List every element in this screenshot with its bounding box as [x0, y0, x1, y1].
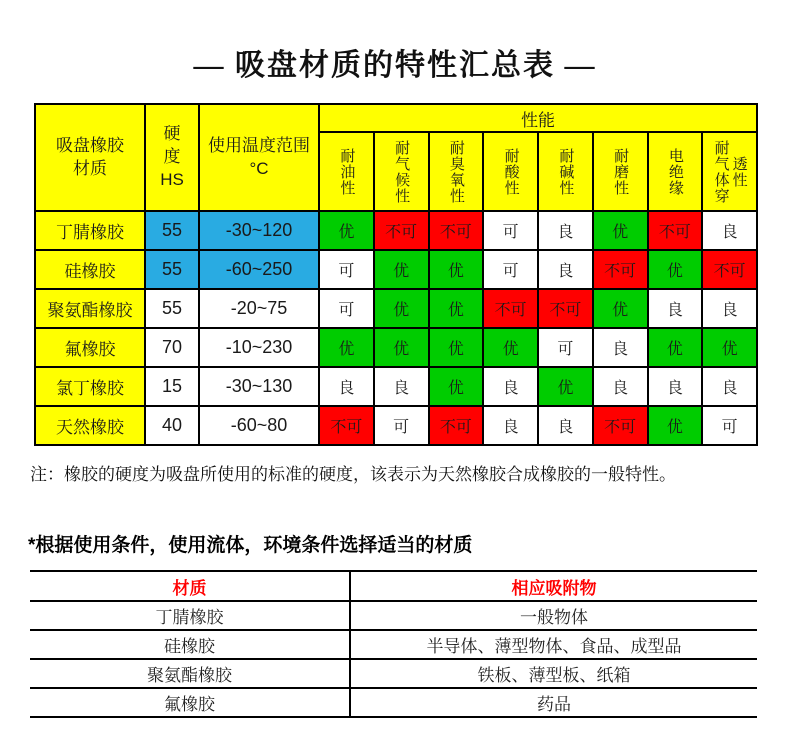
adsorbate-cell: 一般物体: [350, 601, 757, 630]
perf-cell: 良: [319, 367, 374, 406]
hardness-cell: 55: [145, 250, 199, 289]
hardness-cell: 55: [145, 211, 199, 250]
perf-cell: 可: [538, 328, 593, 367]
perf-col-header-oil: [319, 132, 374, 211]
perf-cell: 优: [374, 328, 429, 367]
performance-band-header: 性能: [319, 104, 757, 132]
table-row: [30, 659, 757, 688]
perf-cell: 优: [483, 328, 538, 367]
perf-col-header-ozone-text: 耐臭氧性: [447, 139, 465, 204]
table-row: [30, 630, 757, 659]
material-cell: 天然橡胶: [35, 406, 145, 445]
perf-cell: 优: [319, 328, 374, 367]
corner-header: [35, 104, 145, 211]
perf-cell: 不可: [429, 211, 484, 250]
perf-col-header-alkali: [538, 132, 593, 211]
temp-cell: -60~80: [199, 406, 319, 445]
perf-col-header-insulation: [648, 132, 703, 211]
perf-cell: 优: [648, 328, 703, 367]
perf-col-header-alkali-text: 耐碱性: [557, 147, 575, 196]
hardness-cell: 40: [145, 406, 199, 445]
perf-cell: 优: [593, 289, 648, 328]
adsorbate-col-header: 相应吸附物: [350, 571, 757, 601]
perf-cell: 良: [702, 367, 757, 406]
perf-cell: 良: [648, 289, 703, 328]
perf-cell: 优: [538, 367, 593, 406]
perf-cell: 优: [648, 406, 703, 445]
adsorbate-cell: 半导体、薄型物体、食品、成型品: [350, 630, 757, 659]
perf-col-header-ozone: [429, 132, 484, 211]
perf-cell: 优: [374, 250, 429, 289]
perf-cell: 可: [483, 211, 538, 250]
perf-cell: 优: [702, 328, 757, 367]
temperature-header-line1: 使用温度范围: [208, 135, 310, 155]
perf-col-header-insulation-text: 电绝缘: [666, 147, 684, 196]
perf-cell: 不可: [483, 289, 538, 328]
perf-cell: 良: [702, 289, 757, 328]
table-row: [30, 571, 757, 601]
material-cell: 硅橡胶: [30, 630, 350, 659]
material-cell: 丁腈橡胶: [30, 601, 350, 630]
perf-cell: 不可: [593, 250, 648, 289]
perf-cell: 优: [429, 289, 484, 328]
perf-cell: 良: [593, 328, 648, 367]
temperature-header-line2: °C: [249, 158, 269, 178]
perf-cell: 良: [648, 367, 703, 406]
perf-cell: 不可: [593, 406, 648, 445]
table-row: [35, 367, 757, 406]
perf-cell: 不可: [374, 211, 429, 250]
table-row: [35, 328, 757, 367]
hardness-cell: 70: [145, 328, 199, 367]
characteristics-table-wrap: [34, 103, 758, 446]
perf-cell: 可: [483, 250, 538, 289]
perf-cell: 良: [483, 367, 538, 406]
table-row: [35, 250, 757, 289]
perf-cell: 良: [702, 211, 757, 250]
perf-cell: 优: [374, 289, 429, 328]
material-adsorbate-table: [30, 570, 757, 718]
adsorbate-cell: 铁板、薄型板、纸箱: [350, 659, 757, 688]
material-col-header: 材质: [30, 571, 350, 601]
temp-cell: -10~230: [199, 328, 319, 367]
perf-cell: 不可: [538, 289, 593, 328]
material-adsorbate-table-wrap: [30, 570, 757, 718]
temp-cell: -30~120: [199, 211, 319, 250]
hardness-cell: 55: [145, 289, 199, 328]
perf-cell: 良: [538, 406, 593, 445]
table-row: [30, 688, 757, 717]
perf-col-header-acid-text: 耐酸性: [502, 147, 520, 196]
perf-cell: 不可: [648, 211, 703, 250]
perf-col-header-weather: [374, 132, 429, 211]
perf-cell: 优: [429, 328, 484, 367]
perf-cell: 优: [319, 211, 374, 250]
temp-cell: -20~75: [199, 289, 319, 328]
table-row: [35, 211, 757, 250]
material-cell: 聚氨酯橡胶: [30, 659, 350, 688]
corner-header-line2: 材质: [73, 158, 107, 178]
perf-cell: 可: [319, 250, 374, 289]
perf-cell: 不可: [702, 250, 757, 289]
perf-col-header-weather-text: 耐气候性: [393, 139, 411, 204]
hardness-header: [145, 104, 199, 211]
perf-col-header-gas: [702, 132, 757, 211]
hardness-header-line1: 硬: [163, 124, 181, 144]
characteristics-table: [34, 103, 758, 446]
temp-cell: -30~130: [199, 367, 319, 406]
perf-cell: 优: [648, 250, 703, 289]
perf-cell: 可: [702, 406, 757, 445]
hardness-note: 注：橡胶的硬度为吸盘所使用的标准的硬度，该表示为天然橡胶合成橡胶的一般特性。: [30, 465, 676, 484]
temperature-header: [199, 104, 319, 211]
page-title: — 吸盘材质的特性汇总表 —: [193, 49, 597, 82]
table-row: [35, 289, 757, 328]
perf-cell: 良: [593, 367, 648, 406]
perf-col-header-acid: [483, 132, 538, 211]
hardness-header-line2: 度: [163, 147, 181, 167]
perf-col-header-oil-text: 耐油性: [338, 147, 356, 196]
material-cell: 硅橡胶: [35, 250, 145, 289]
perf-cell: 不可: [429, 406, 484, 445]
perf-cell: 良: [538, 211, 593, 250]
material-cell: 氟橡胶: [30, 688, 350, 717]
perf-col-header-gas-text: 耐气体穿透性: [712, 139, 748, 204]
hardness-cell: 15: [145, 367, 199, 406]
perf-cell: 不可: [319, 406, 374, 445]
selection-subtitle: *根据使用条件，使用流体，环境条件选择适当的材质: [28, 535, 473, 556]
table-row: [35, 406, 757, 445]
perf-col-header-abrasion-text: 耐磨性: [612, 147, 630, 196]
perf-col-header-abrasion: [593, 132, 648, 211]
temp-cell: -60~250: [199, 250, 319, 289]
table-row: [30, 601, 757, 630]
perf-cell: 优: [429, 250, 484, 289]
perf-cell: 优: [429, 367, 484, 406]
perf-cell: 良: [483, 406, 538, 445]
perf-cell: 可: [319, 289, 374, 328]
perf-cell: 良: [374, 367, 429, 406]
material-cell: 氟橡胶: [35, 328, 145, 367]
perf-cell: 优: [593, 211, 648, 250]
perf-cell: 可: [374, 406, 429, 445]
material-cell: 聚氨酯橡胶: [35, 289, 145, 328]
material-cell: 丁腈橡胶: [35, 211, 145, 250]
perf-cell: 良: [538, 250, 593, 289]
adsorbate-cell: 药品: [350, 688, 757, 717]
hardness-header-line3: HS: [160, 169, 184, 189]
material-cell: 氯丁橡胶: [35, 367, 145, 406]
corner-header-line1: 吸盘橡胶: [56, 135, 124, 155]
